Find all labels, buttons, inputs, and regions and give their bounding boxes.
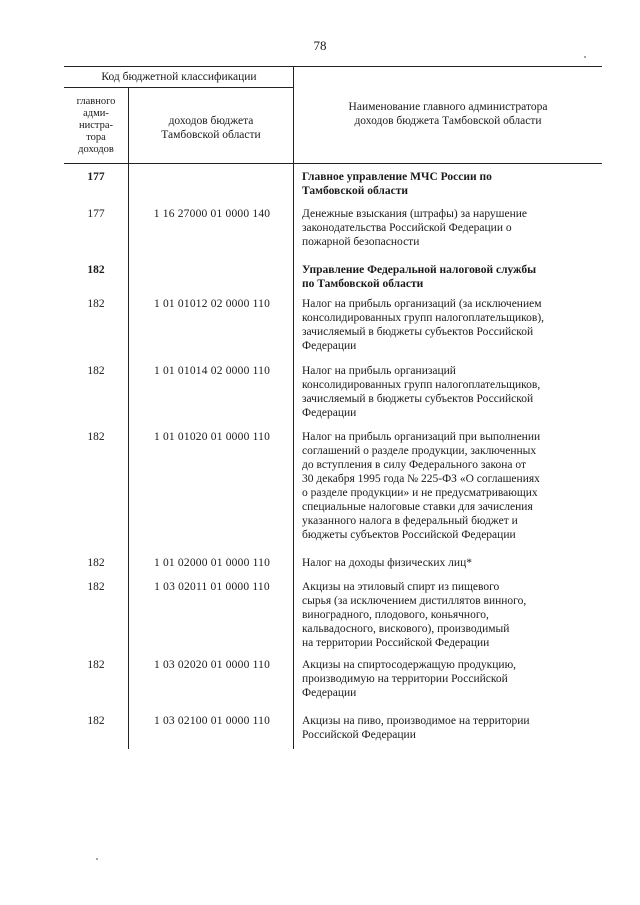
admin-code-cell: 182 [87,431,105,443]
scan-speck [584,56,586,58]
group-header-underline [64,87,294,88]
admin-name-cell [302,580,600,650]
name-line: на территории Российской Федерации [302,637,490,649]
admin-code-cell: 182 [87,298,105,310]
name-line: зачисляемый в бюджеты субъектов Российской [302,326,534,338]
admin-code-cell: 177 [87,171,105,183]
admin-name-cell [302,297,600,353]
col-divider-1 [128,87,129,749]
name-line: указанного налога в федеральный бюджет и [302,515,518,527]
admin-name-cell [302,170,600,198]
admin-code-cell: 182 [87,557,105,569]
header-admin-line: адми- [83,108,109,119]
header-admin-line: тора [86,132,106,143]
income-code-cell: 1 01 01012 02 0000 110 [153,298,271,310]
admin-name-cell [302,556,600,570]
name-line: зачисляемый в бюджеты субъектов Российской [302,393,534,405]
name-line: Акцизы на спиртосодержащую продукцию, [302,659,517,671]
name-line: соглашений о разделе продукции, заключенных [302,445,537,457]
name-line: Тамбовской области [302,185,409,197]
name-line: Акцизы на этиловый спирт из пищевого [302,581,500,593]
name-line: Управление Федеральной налоговой службы [302,264,537,276]
name-line: Налог на прибыль организаций (за исключением [302,298,542,310]
name-line: законодательства Российской Федерации о [302,222,512,234]
name-line: Акцизы на пиво, производимое на территории [302,715,530,727]
header-name-line: доходов бюджета Тамбовской области [354,115,542,127]
admin-name-cell [302,263,600,291]
name-line: по Тамбовской области [302,278,424,290]
income-code-cell: 1 03 02100 01 0000 110 [153,715,271,727]
name-line: Федерации [302,340,357,352]
name-line: до вступления в силу Федерального закона от [302,459,527,471]
admin-code-cell: 182 [87,264,105,276]
admin-code-cell: 182 [87,659,105,671]
name-line: виноградного, плодового, коньячного, [302,609,489,621]
admin-name-cell [302,207,600,249]
admin-name-cell [302,658,600,700]
name-line: 30 декабря 1995 года № 225-ФЗ «О соглашениях [302,473,540,485]
header-income-line: доходов бюджета [168,115,254,127]
admin-code-cell: 182 [87,581,105,593]
income-code-cell: 1 01 02000 01 0000 110 [153,557,271,569]
name-line: пожарной безопасности [302,236,420,248]
income-code-cell: 1 03 02020 01 0000 110 [153,659,271,671]
header-income-line: Тамбовской области [161,129,261,141]
header-name-line: Наименование главного администратора [348,101,548,113]
header-admin-name [296,100,600,128]
scan-speck [96,858,98,860]
name-line: о разделе продукции» и не предусматривающих [302,487,538,499]
header-admin-line: нистра- [78,120,114,131]
name-line: Федерации [302,407,357,419]
income-code-cell: 1 16 27000 01 0000 140 [153,208,271,220]
name-line: специальные налоговые ставки для зачисления [302,501,533,513]
admin-name-cell [302,714,600,742]
header-admin-line: главного [76,96,116,107]
admin-code-cell: 182 [87,365,105,377]
name-line: сырья (за исключением дистиллятов винного, [302,595,527,607]
name-line: консолидированных групп налогоплательщиков, [302,379,541,391]
name-line: Налог на прибыль организаций [302,365,456,377]
name-line: Налог на прибыль организаций при выполнении [302,431,541,443]
header-group-title: Код бюджетной классификации [101,71,257,83]
income-code-cell: 1 01 01020 01 0000 110 [153,431,271,443]
name-line: бюджеты субъектов Российской Федерации [302,529,516,541]
name-line: Федерации [302,687,357,699]
admin-name-cell [302,364,600,420]
header-admin-code [64,96,128,156]
name-line: консолидированных групп налогоплательщиков), [302,312,545,324]
header-income-code [130,114,292,142]
header-bottom-border [64,163,602,164]
header-admin-line: доходов [78,144,114,155]
name-line: Главное управление МЧС России по [302,171,492,183]
col-divider-2 [293,66,294,749]
name-line: Российской Федерации [302,729,416,741]
income-code-cell: 1 01 01014 02 0000 110 [153,365,271,377]
income-code-cell: 1 03 02011 01 0000 110 [154,581,270,593]
page-number: 78 [313,38,327,53]
admin-code-cell: 182 [87,715,105,727]
name-line: кальвадосного, вискового), производимый [302,623,510,635]
name-line: Налог на доходы физических лиц* [302,557,472,569]
name-line: производимую на территории Российской [302,673,508,685]
table-top-border [64,66,602,67]
name-line: Денежные взыскания (штрафы) за нарушение [302,208,528,220]
admin-code-cell: 177 [87,208,105,220]
admin-name-cell [302,430,600,542]
